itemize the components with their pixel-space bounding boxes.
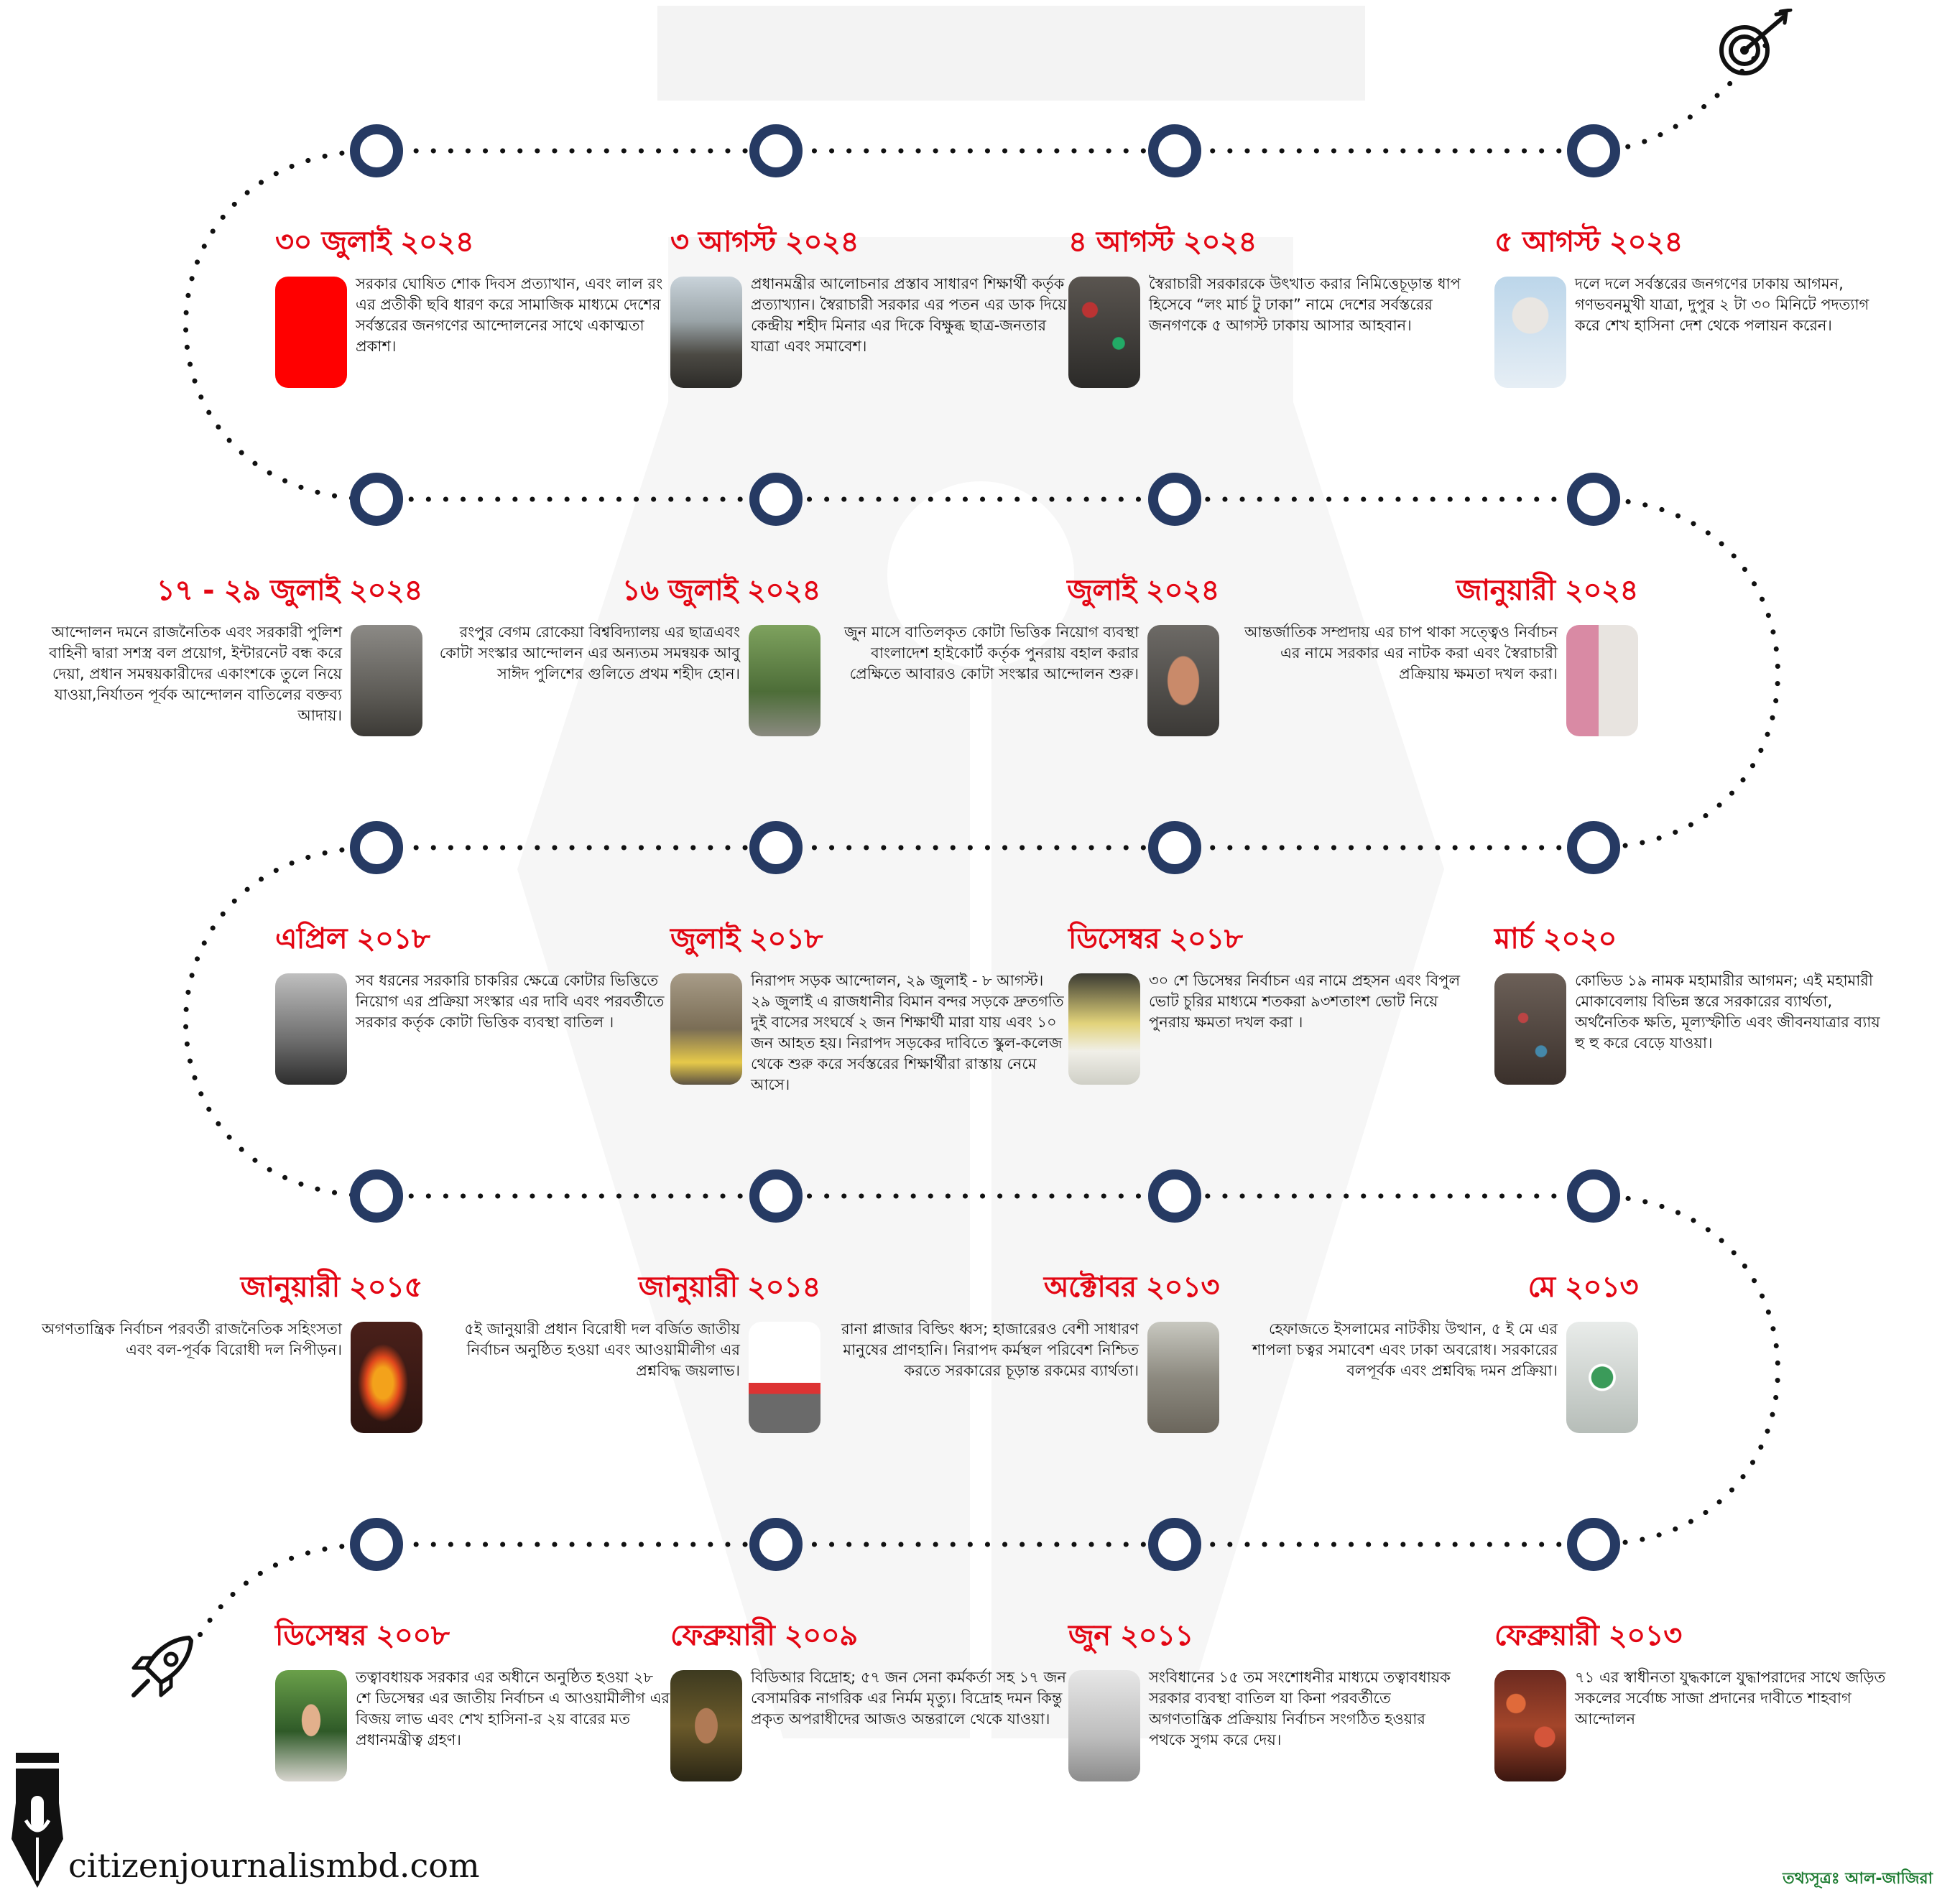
event-description: প্রধানমন্ত্রীর আলোচনার প্রস্তাব সাধারণ শিক্ষার্থী কর্তৃক প্রত্যাখ্যান। স্বৈরাচারী সরকার এর পতন এর ডাক দিয়ে কেন্দ্রীয় শহীদ মিনার এর দিকে বিক্ষুব্ধ ছাত্র-জনতার যাত্রা এবং সমাবেশ। (751, 275, 1067, 355)
event-thumbnail (1494, 1670, 1566, 1781)
event-description: জুন মাসে বাতিলকৃত কোটা ভিত্তিক নিয়োগ ব্যবস্থা বাংলাদেশ হাইকোর্ট কর্তৃক পুনরায় বহাল করার প্রেক্ষিতে আবারও কোটা সংস্কার আন্দোলন শুরু। (844, 624, 1139, 682)
timeline-node (1567, 821, 1620, 874)
event-oct-2013 (817, 1264, 1219, 1437)
event-thumbnail (1068, 1670, 1140, 1781)
event-apr-2018 (275, 916, 678, 1088)
event-description: ৫ই জানুয়ারী প্রধান বিরোধী দল বর্জিত জাতীয় নির্বাচন অনুষ্ঠিত হওয়া এবং আওয়ামীলীগ এর প্রশ্নবিদ্ধ জয়লাভ। (464, 1320, 740, 1379)
timeline-node (749, 821, 803, 874)
event-thumbnail (1068, 973, 1140, 1085)
timeline-node (1148, 1518, 1201, 1571)
event-jul-2024 (817, 567, 1219, 740)
event-thumbnail (1147, 625, 1219, 736)
pen-nib-logo-icon (9, 1753, 66, 1889)
timeline-node (1148, 821, 1201, 874)
event-date: ডিসেম্বর ২০০৮ (275, 1619, 450, 1652)
event-description: সব ধরনের সরকারি চাকরির ক্ষেত্রে কোটার ভিত্তিতে নিয়োগ এর প্রক্রিয়া সংস্কার এর দাবি এবং পরবর্তীতে সরকার কর্তৃক কোটা ভিত্তিক ব্যবস্থা বাতিল । (356, 972, 665, 1031)
event-date: মার্চ ২০২০ (1494, 922, 1617, 955)
event-thumbnail (1566, 1322, 1638, 1433)
rocket-icon (121, 1631, 200, 1710)
event-description: দলে দলে সর্বস্তরের জনগণের ঢাকায় আগমন, গণভবনমুখী যাত্রা, দুপুর ২ টা ৩০ মিনিটে পদত্যাগ করে শেখ হাসিনা দেশ থেকে পলায়ন করেন। (1575, 275, 1869, 334)
event-date: ডিসেম্বর ২০১৮ (1068, 922, 1243, 955)
event-jan-2014 (418, 1264, 820, 1437)
event-aug3-2024 (670, 219, 1073, 391)
timeline-node (1148, 124, 1201, 177)
event-thumbnail (670, 973, 742, 1085)
event-thumbnail (351, 625, 422, 736)
event-thumbnail (670, 277, 742, 388)
event-jul30-2024 (275, 219, 678, 391)
event-description: রানা প্লাজার বিল্ডিং ধ্বস; হাজারেরও বেশী সাধারণ মানুষের প্রাণহানি। নিরাপদ কর্মস্থল পরিবেশ নিশ্চিত করতে সরকারের চূড়ান্ত রকমের ব্যার্থতা। (841, 1320, 1139, 1379)
event-date: মে ২০১৩ (1527, 1271, 1638, 1304)
event-description: হেফাজতে ইসলামের নাটকীয় উত্থান, ৫ ই মে এর শাপলা চত্বর সমাবেশ এবং ঢাকা অবরোধ। সরকারের বলপূর্বক এবং প্রশ্নবিদ্ধ দমন প্রক্রিয়া। (1252, 1320, 1558, 1379)
event-thumbnail (1494, 973, 1566, 1085)
timeline-node (749, 1169, 803, 1223)
event-feb-2009 (670, 1613, 1073, 1785)
event-date: এপ্রিল ২০১৮ (275, 922, 430, 955)
event-date: অক্টোবর ২০১৩ (1043, 1271, 1219, 1304)
event-thumbnail (670, 1670, 742, 1781)
event-dec-2008 (275, 1613, 678, 1785)
timeline-node (1567, 1169, 1620, 1223)
timeline-node (1567, 1518, 1620, 1571)
event-thumbnail (275, 973, 347, 1085)
event-description: বিডিআর বিদ্রোহ; ৫৭ জন সেনা কর্মকর্তা সহ ১৭ জন বেসামরিক নাগরিক এর নির্মম মৃত্যু। বিদ্রোহ দমন কিন্তু প্রকৃত অপরাধীদের আজও অন্তরালে থেকে যাওয়া। (751, 1669, 1066, 1728)
timeline-node (1567, 473, 1620, 526)
event-thumbnail (749, 1322, 820, 1433)
event-thumbnail (1068, 277, 1140, 388)
event-date: জুন ২০১১ (1068, 1619, 1194, 1652)
event-description: সংবিধানের ১৫ তম সংশোধনীর মাধ্যমে তত্বাবধায়ক সরকার ব্যবস্থা বাতিল যা কিনা পরবর্তীতে অগণতান্ত্রিক প্রক্রিয়ায় নির্বাচন সংগঠিত হওয়ার পথকে সুগম করে দেয়। (1149, 1669, 1451, 1748)
event-thumbnail (275, 277, 347, 388)
event-date: জানুয়ারী ২০১৫ (240, 1271, 422, 1304)
event-jun-2011 (1068, 1613, 1471, 1785)
event-date: জুলাই ২০২৪ (1067, 574, 1219, 607)
event-mar-2020 (1494, 916, 1897, 1088)
event-thumbnail (1566, 625, 1638, 736)
event-date: ৩ আগস্ট ২০২৪ (670, 226, 859, 259)
timeline-node (1567, 124, 1620, 177)
event-date: ১৬ জুলাই ২০২৪ (621, 574, 820, 607)
website-url[interactable]: citizenjournalismbd.com (68, 1846, 480, 1885)
event-description: নিরাপদ সড়ক আন্দোলন, ২৯ জুলাই - ৮ আগস্ট। ২৯ জুলাই এ রাজধানীর বিমান বন্দর সড়কে দ্রুতগতি দুই বাসের সংঘর্ষে ২ জন শিক্ষার্থী মারা যায় এবং ১০ জন আহত হয়। নিরাপদ সড়কের দাবিতে স্কুল-কলেজ থেকে শুরু করে সর্বস্তরের শিক্ষার্থীরা রাস্তায় নেমে আসে। (751, 972, 1064, 1093)
event-date: জানুয়ারী ২০২৪ (1456, 574, 1638, 607)
event-description: ৭১ এর স্বাধীনতা যুদ্ধকালে যুদ্ধাপরাদের সাথে জড়িত সকলের সর্বোচ্চ সাজা প্রদানের দাবীতে শাহবাগ আন্দোলন (1575, 1669, 1886, 1728)
event-description: স্বৈরাচারী সরকারকে উৎখাত করার নিমিত্তেচূড়ান্ত ধাপ হিসেবে “লং মার্চ টু ঢাকা” নামে দেশের সর্বস্তরের জনগণকে ৫ আগস্ট ঢাকায় আসার আহবান। (1149, 275, 1461, 334)
event-date: জানুয়ারী ২০১৪ (638, 1271, 820, 1304)
event-date: ১৭ - ২৯ জুলাই ২০২৪ (156, 574, 422, 607)
source-credit: তথ্যসূত্রঃ আল-জাজিরা (1783, 1870, 1933, 1888)
event-date: ফেব্রুয়ারী ২০১৩ (1494, 1619, 1682, 1652)
event-may-2013 (1236, 1264, 1638, 1437)
event-jul17-29-2024 (20, 567, 422, 761)
event-thumbnail (749, 625, 820, 736)
timeline-node (350, 821, 403, 874)
timeline-node (1148, 1169, 1201, 1223)
event-jan-2024 (1236, 567, 1638, 740)
event-date: ৪ আগস্ট ২০২৪ (1068, 226, 1257, 259)
event-description: রংপুর বেগম রোকেয়া বিশ্ববিদ্যালয় এর ছাত্রএবং কোটা সংস্কার আন্দোলন এর অন্যতম সমন্বয়ক আবু সাঈদ পুলিশের গুলিতে প্রথম শহীদ হোন। (439, 624, 740, 682)
event-date: ফেব্রুয়ারী ২০০৯ (670, 1619, 858, 1652)
event-description: ৩০ শে ডিসেম্বর নির্বাচন এর নামে প্রহসন এবং বিপুল ভোট চুরির মাধ্যমে শতকরা ৯৩শতাংশ ভোট নিয়ে পুনরায় ক্ষমতা দখল করা । (1149, 972, 1461, 1031)
event-jul16-2024 (418, 567, 820, 740)
target-icon (1717, 9, 1796, 80)
event-jul-2018 (670, 916, 1073, 1131)
timeline-node (350, 473, 403, 526)
timeline-node (749, 1518, 803, 1571)
event-description: আন্তর্জাতিক সম্প্রদায় এর চাপ থাকা সত্ত্বেও নির্বাচন এর নামে সরকার এর নাটক করা এবং স্বৈরাচারী প্রক্রিয়ায় ক্ষমতা দখল করা। (1244, 624, 1558, 682)
event-aug5-2024 (1494, 219, 1897, 391)
event-dec-2018 (1068, 916, 1471, 1088)
event-date: ৫ আগস্ট ২০২৪ (1494, 226, 1683, 259)
timeline-node (749, 124, 803, 177)
event-thumbnail (275, 1670, 347, 1781)
event-thumbnail (1494, 277, 1566, 388)
event-description: অগণতান্ত্রিক নির্বাচন পরবর্তী রাজনৈতিক সহিংসতা এবং বল-পূর্বক বিরোধী দল নিপীড়ন। (42, 1320, 342, 1358)
event-date: ৩০ জুলাই ২০২৪ (275, 226, 474, 259)
event-thumbnail (351, 1322, 422, 1433)
event-jan-2015 (20, 1264, 422, 1437)
event-description: কোভিড ১৯ নামক মহামারীর আগমন; এই মহামারী মোকাবেলায় বিভিন্ন স্তরে সরকারের ব্যার্থতা, অর্থনৈতিক ক্ষতি, মূল্যস্ফীতি এবং জীবনযাত্রার ব্যায় হু হু করে বেড়ে যাওয়া। (1575, 972, 1880, 1052)
event-thumbnail (1147, 1322, 1219, 1433)
timeline-node (350, 124, 403, 177)
event-feb-2013 (1494, 1613, 1897, 1785)
timeline-node (749, 473, 803, 526)
timeline-node (350, 1518, 403, 1571)
event-description: আন্দোলন দমনে রাজনৈতিক এবং সরকারী পুলিশ বাহিনী দ্বারা সশস্ত্র বল প্রয়োগ, ইন্টারনেট বন্ধ করে দেয়া, প্রধান সমন্বয়কারীদের একাংশকে তুলে নিয়ে যাওয়া,নির্যাতন পূর্বক আন্দোলন বাতিলের বক্তব্য আদায়। (49, 624, 342, 724)
timeline-node (350, 1169, 403, 1223)
event-description: সরকার ঘোষিত শোক দিবস প্রত্যাখান, এবং লাল রং এর প্রতীকী ছবি ধারণ করে সামাজিক মাধ্যমে দেশের সর্বস্তরের জনগণের আন্দোলনের সাথে একাত্মতা প্রকাশ। (356, 275, 663, 355)
event-date: জুলাই ২০১৮ (670, 922, 823, 955)
event-description: তত্বাবধায়ক সরকার এর অধীনে অনুষ্ঠিত হওয়া ২৮ শে ডিসেম্বর এর জাতীয় নির্বাচন এ আওয়ামীলীগ এর বিজয় লাভ এবং শেখ হাসিনা-র ২য় বারের মত প্রধানমন্ত্রীত্ব গ্রহণ। (356, 1669, 670, 1748)
event-aug4-2024 (1068, 219, 1471, 391)
timeline-node (1148, 473, 1201, 526)
